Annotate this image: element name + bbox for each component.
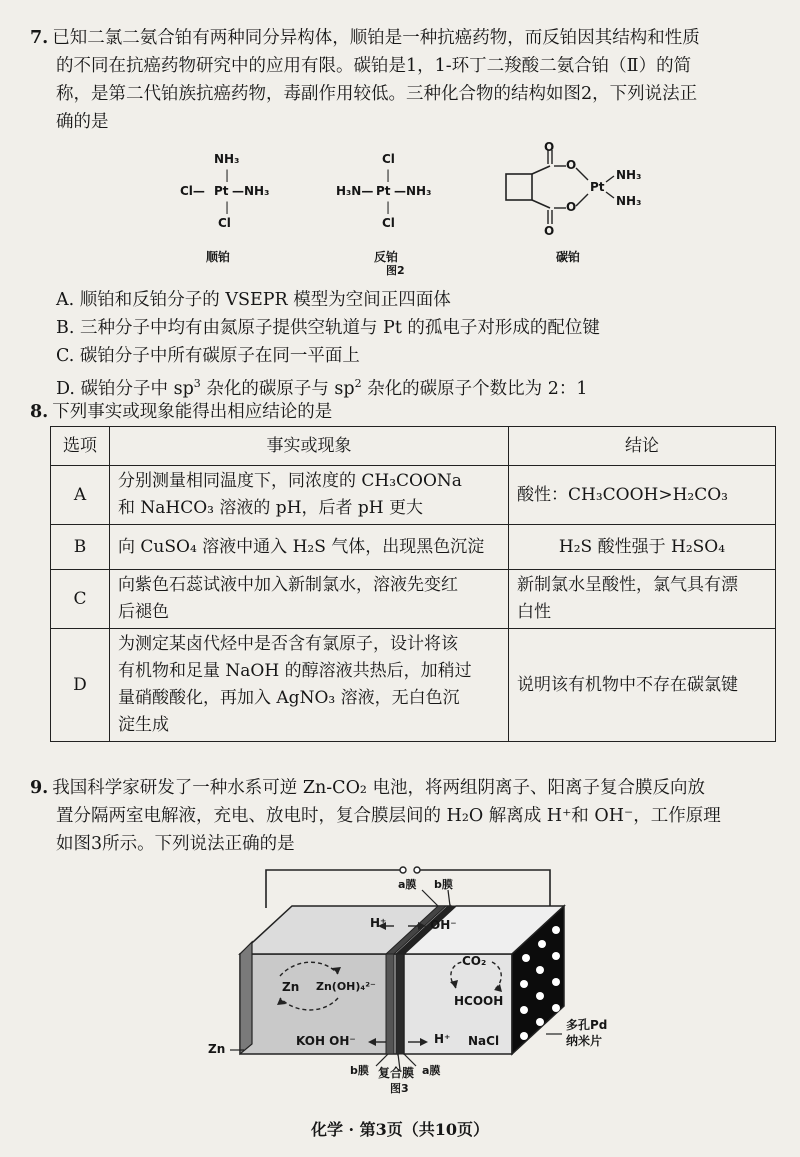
transplatin-name: 反铂 — [374, 250, 399, 264]
carboplatin-name: 碳铂 — [556, 250, 581, 264]
koh-oh-label: KOH OH⁻ — [296, 1034, 356, 1048]
zn-inner-label: Zn — [282, 980, 300, 994]
table-row — [51, 525, 776, 570]
q7-stem-line-1: 7. 已知二氯二氨合铂有两种同分异构体，顺铂是一种抗癌药物，而反铂因其结构和性质 — [30, 28, 700, 48]
q7-stem-line-3: 称，是第二代铂族抗癌药物，毒副作用较低。三种化合物的结构如图2，下列说法正 — [56, 84, 698, 104]
q8-table — [50, 426, 776, 742]
q7-option-a[interactable]: A. 顺铂和反铂分子的 VSEPR 模型为空间正四面体 — [56, 290, 451, 310]
q7-stem-line-2: 的不同在抗癌药物研究中的应用有限。碳铂是1，1-环丁二羧酸二氨合铂（Ⅱ）的简 — [56, 56, 692, 76]
row-b-conclusion: H₂S 酸性强于 H₂SO₄ — [509, 525, 776, 570]
battery-diagram — [200, 858, 640, 1098]
header-fact: 事实或现象 — [110, 427, 509, 466]
q8-stem: 8. 下列事实或现象能得出相应结论的是 — [30, 402, 333, 422]
q7-option-b[interactable]: B. 三种分子中均有由氮原子提供空轨道与 Pt 的孤电子对形成的配位键 — [56, 318, 600, 338]
row-b-fact: 向 CuSO₄ 溶液中通入 H₂S 气体，出现黑色沉淀 — [110, 525, 509, 570]
header-option: 选项 — [51, 427, 110, 466]
cisplatin-name: 顺铂 — [206, 250, 231, 264]
zincate-label: Zn(OH)₄²⁻ — [316, 980, 376, 993]
a-membrane-bottom-label: a膜 — [422, 1064, 441, 1077]
h-plus-top: H⁺ — [370, 916, 387, 930]
b-membrane-bottom-label: b膜 — [350, 1064, 369, 1077]
header-conclusion: 结论 — [509, 427, 776, 466]
row-a-option: A — [51, 466, 110, 525]
row-d-fact: 为测定某卤代烃中是否含有氯原子，设计将该 有机物和足量 NaOH 的醇溶液共热后，加稍过 量硝酸酸化，再加入 AgNO₃ 溶液，无白色沉 淀生成 — [110, 629, 509, 742]
question-8 — [30, 398, 778, 426]
table-header-row — [51, 427, 776, 466]
oh-minus-top: OH⁻ — [430, 918, 457, 932]
figure-3-caption: 图3 — [390, 1082, 409, 1095]
zn-electrode-label: Zn — [208, 1042, 226, 1056]
figure-2: NH₃ | Cl— Pt —NH₃ | Cl 顺铂 Cl | H₃N— Pt —NH₃ | Cl 反铂 图2 O O O O Pt NH₃ NH₃ 碳铂 — [170, 144, 690, 280]
row-a-conclusion: 酸性：CH₃COOH>H₂CO₃ — [509, 466, 776, 525]
pd-label-line2: 纳米片 — [566, 1034, 603, 1048]
question-7 — [30, 24, 778, 136]
q7-options — [30, 286, 778, 403]
figure-2-caption: 图2 — [386, 264, 405, 277]
row-b-option: B — [51, 525, 110, 570]
table-row — [51, 570, 776, 629]
pd-label-line1: 多孔Pd — [566, 1018, 608, 1032]
composite-membrane-label: 复合膜 — [378, 1066, 415, 1080]
row-c-conclusion: 新制氯水呈酸性，氯气具有漂 白性 — [509, 570, 776, 629]
nacl-label: NaCl — [468, 1034, 500, 1048]
row-a-fact: 分别测量相同温度下，同浓度的 CH₃COONa 和 NaHCO₃ 溶液的 pH，后者 pH 更大 — [110, 466, 509, 525]
h-plus-bottom: H⁺ — [434, 1032, 451, 1046]
q7-stem-line-4: 确的是 — [56, 112, 109, 132]
co2-label: CO₂ — [462, 954, 487, 968]
carboplatin-bonds — [494, 144, 694, 244]
q7-option-c[interactable]: C. 碳铂分子中所有碳原子在同一平面上 — [56, 346, 360, 366]
b-membrane-top-label: b膜 — [434, 878, 453, 891]
question-9 — [30, 774, 778, 858]
q9-stem-line-1: 9. 我国科学家研发了一种水系可逆 Zn-CO₂ 电池，将两组阴离子、阳离子复合膜反向放 — [30, 778, 705, 798]
q9-stem-line-2: 置分隔两室电解液，充电、放电时，复合膜层间的 H₂O 解离成 H⁺和 OH⁻，工作原理 — [56, 806, 721, 826]
table-row — [51, 629, 776, 742]
row-d-conclusion: 说明该有机物中不存在碳氯键 — [509, 629, 776, 742]
hcooh-label: HCOOH — [454, 994, 504, 1008]
q7-option-d[interactable]: D. 碳铂分子中 $sp^3$ 杂化的碳原子与 $sp^2$ 杂化的碳原子个数比为 2：1 — [56, 377, 588, 399]
row-c-option: C — [51, 570, 110, 629]
figure-3 — [200, 858, 640, 1098]
page-footer: 化学 · 第3页（共10页） — [310, 1120, 490, 1139]
table-row — [51, 466, 776, 525]
row-d-option: D — [51, 629, 110, 742]
row-c-fact: 向紫色石蕊试液中加入新制氯水，溶液先变红 后褪色 — [110, 570, 509, 629]
q9-stem-line-3: 如图3所示。下列说法正确的是 — [56, 834, 295, 854]
a-membrane-top-label: a膜 — [398, 878, 417, 891]
